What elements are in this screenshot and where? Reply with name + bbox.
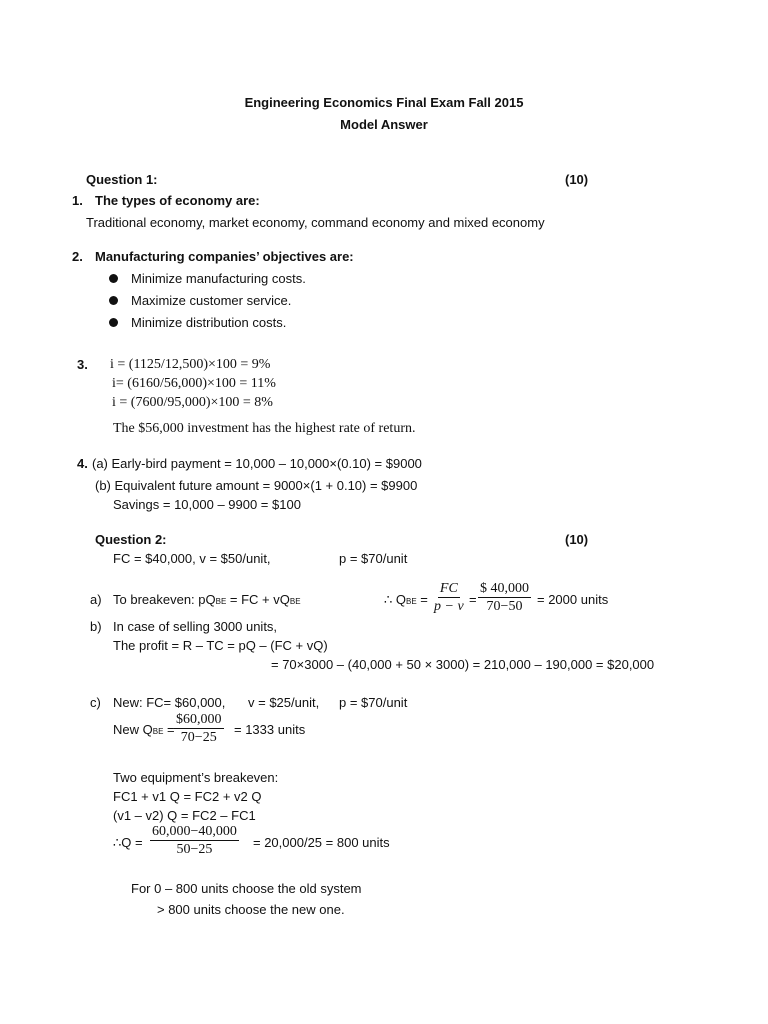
- bullet-icon: [109, 318, 118, 327]
- two-equipment-equation-2: (v1 – v2) Q = FC2 – FC1: [113, 808, 256, 823]
- two-equipment-equation-1: FC1 + v1 Q = FC2 + v2 Q: [113, 789, 262, 804]
- new-breakeven-result: = 1333 units: [234, 722, 306, 737]
- item-3-equation: i= (6160/56,000)×100 = 11%: [112, 376, 276, 391]
- bullet-item: Maximize customer service.: [131, 293, 292, 308]
- part-a-label: a): [90, 592, 102, 607]
- item-4-savings: Savings = 10,000 – 9900 = $100: [113, 497, 301, 512]
- bullet-icon: [109, 296, 118, 305]
- item-3-equation: i = (7600/95,000)×100 = 8%: [112, 395, 273, 410]
- part-b-line-2: The profit = R – TC = pQ – (FC + vQ): [113, 638, 328, 653]
- bullet-icon: [109, 274, 118, 283]
- choice-old-system: For 0 – 800 units choose the old system: [131, 881, 362, 896]
- two-equipment-result: = 20,000/25 = 800 units: [253, 835, 390, 850]
- new-breakeven-prefix: New QBE =: [113, 722, 175, 737]
- item-1-title: The types of economy are:: [95, 193, 260, 208]
- item-3-equation: i = (1125/12,500)×100 = 9%: [110, 357, 271, 372]
- question-2-given-price: p = $70/unit: [339, 551, 408, 566]
- item-4-number: 4.: [77, 456, 88, 471]
- bullet-item: Minimize distribution costs.: [131, 315, 287, 330]
- item-1-text: Traditional economy, market economy, command economy and mixed economy: [86, 215, 545, 230]
- part-a-result-prefix: ∴ QBE =: [384, 592, 428, 607]
- item-4-part-b: (b) Equivalent future amount = 9000×(1 + 0.10) = $9900: [95, 478, 418, 493]
- question-2-marks: (10): [565, 532, 589, 547]
- item-2-title: Manufacturing companies’ objectives are:: [95, 249, 354, 264]
- question-2-heading: Question 2:: [95, 532, 167, 547]
- choice-new-system: > 800 units choose the new one.: [157, 902, 345, 917]
- item-3-conclusion: The $56,000 investment has the highest rate of return.: [113, 421, 416, 436]
- part-b-line-3: = 70×3000 – (40,000 + 50 × 3000) = 210,000 – 190,000 = $20,000: [271, 657, 655, 672]
- question-2-given: FC = $40,000, v = $50/unit,: [113, 551, 271, 566]
- part-c-line-1: New: FC= $60,000,: [113, 695, 226, 710]
- fraction-fc-over-p-minus-v: $\frac{FC}{p - v}$: [434, 581, 464, 614]
- item-4-part-a: (a) Early-bird payment = 10,000 – 10,000×(0.10) = $9000: [92, 456, 422, 471]
- bullet-item: Minimize manufacturing costs.: [131, 271, 306, 286]
- part-b-line-1: In case of selling 3000 units,: [113, 619, 278, 634]
- part-b-label: b): [90, 619, 102, 634]
- item-2-number: 2.: [72, 249, 83, 264]
- question-1-heading: Question 1:: [86, 172, 158, 187]
- document-title: Engineering Economics Final Exam Fall 2015: [244, 95, 524, 110]
- part-a-equals: =: [469, 592, 477, 607]
- two-equipment-title: Two equipment’s breakeven:: [113, 770, 279, 785]
- two-equipment-q-prefix: ∴Q =: [113, 835, 143, 850]
- part-c-label: c): [90, 695, 101, 710]
- fraction-40000-over-20: $\frac{\$ 40,000}{70-50}$: [480, 581, 529, 614]
- question-1-marks: (10): [565, 172, 589, 187]
- item-3-number: 3.: [77, 357, 88, 372]
- part-c-line-1-v: v = $25/unit,: [248, 695, 320, 710]
- document-subtitle: Model Answer: [340, 117, 428, 132]
- part-a-result: = 2000 units: [537, 592, 609, 607]
- part-a-text: To breakeven: pQBE = FC + vQBE: [113, 592, 301, 607]
- fraction-20000-over-25: $\frac{60,000-40,000}{50-25}$: [152, 824, 237, 857]
- fraction-60000-over-45: $\frac{\$60,000}{70-25}$: [176, 712, 222, 745]
- part-c-line-1-p: p = $70/unit: [339, 695, 408, 710]
- item-1-number: 1.: [72, 193, 83, 208]
